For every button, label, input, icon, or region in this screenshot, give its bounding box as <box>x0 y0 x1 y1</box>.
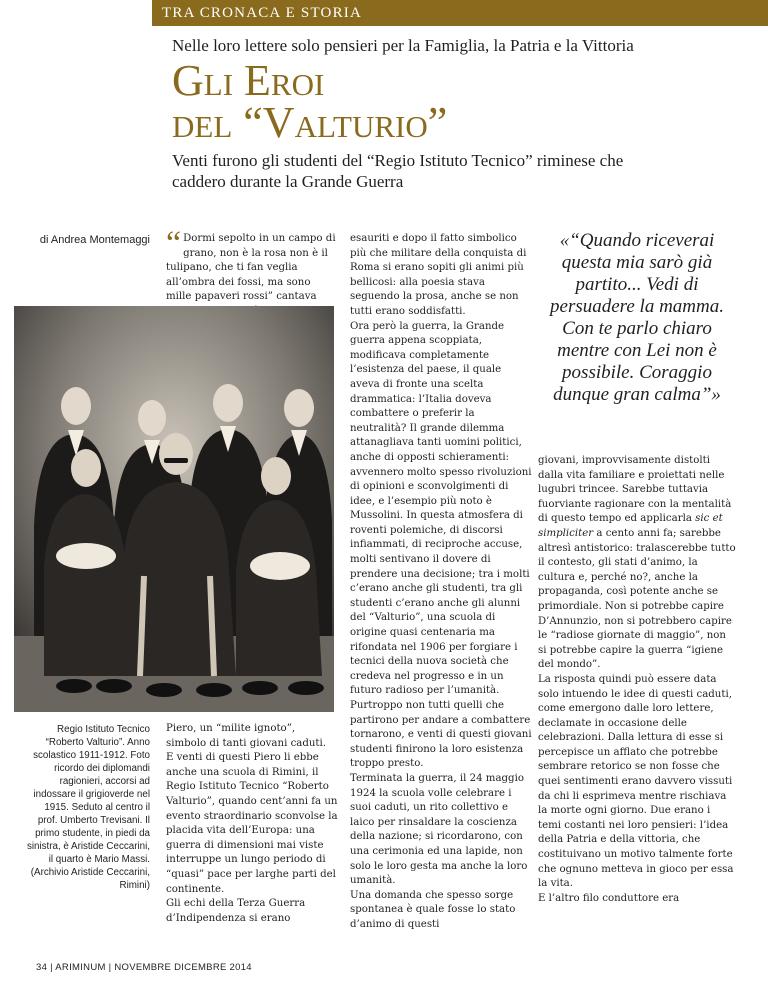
column-2-body <box>350 232 532 933</box>
photo-illustration <box>14 306 334 712</box>
paragraph: E l’altro filo conduttore era <box>538 892 680 904</box>
paragraph: Terminata la guerra, il 24 maggio 1924 la scuola volle celebrare i suoi caduti, un rito collettivo e laico per rinsaldare la coscienza della nazione; si ricordarono, con una cerimonia ed una lapide, non solo le loro gesta ma anche la loro umanità. <box>350 772 528 887</box>
paragraph: La risposta quindi può essere data solo intuendo le idee di questi caduti, come emergono dalle loro lettere, declamate in occasione delle celebrazioni. Dalla lettura di esse si percepisce un afflato che potrebbe sembrare retorico se non fosse che quei sentimenti erano davvero vissuti da chi li esprimeva mentre rischiava la morte ogni giorno. Due erano i temi costanti nei loro pensieri: l’idea della Patria e della vittoria, che costituivano un motivo talmente forte che ognuno metteva in gioco per essa la vita. <box>538 673 734 890</box>
column-1-body <box>166 722 338 926</box>
paragraph-text: giovani, improvvisamente distolti dalla vita familiare e proiettati nelle lugubri trincee. Sarebbe tuttavia fuorviante ragionare con la mentalità di questo tempo ed applicarla <box>538 455 732 525</box>
page-footer: 34 | ARIMINUM | NOVEMBRE DICEMBRE 2014 <box>36 962 252 973</box>
paragraph: E venti di questi Piero li ebbe anche una scuola di Rimini, il Regio Istituto Tecnico “Roberto Valturio”, quando cent’anni fa un evento straordinario sconvolse la placida vita dell’Europa: una guerra di dimensioni mai viste interruppe un lungo periodo di “quasi” pace per larghe parti del continente. <box>166 752 338 895</box>
paragraph: Una domanda che spesso sorge spontanea è quale fosse lo stato d’animo di questi <box>350 889 516 930</box>
photo-caption: Regio Istituto Tecnico “Roberto Valturio”. Anno scolastico 1911-1912. Foto ricordo dei diplomandi ragionieri, accorsi ad indossare il grigioverde nel 1915. Seduto al centro il prof. Umberto Trevisani. Il primo studente, in piedi da sinistra, è Aristide Ceccarini, il quarto è Mario Massi. (Archivio Aristide Ceccarini, Rimini) <box>26 724 150 891</box>
paragraph: Ora però la guerra, la Grande guerra appena scoppiata, modificava completamente l’esistenza del paese, il quale aveva di fronte una scelta drammatica: l’Italia doveva combattere o preferir la neutralità? Il grande dilemma attanagliava tanti uomini politici, anche di opposti schieramenti: avvennero molto spesso rivoluzioni di opinioni e sconvolgimenti di idee, e l’esempio più noto è Mussolini. In questa atmosfera di roventi polemiche, di discorsi infiammati, di reciproche accuse, molti sentivano il dovere di prendere una decisione; tra i molti c’erano anche gli studenti, tra gli studenti c’erano anche gli alunni del “Valturio”, una scuola di origine quasi centenaria ma rifondata nel 1906 per forgiare i tecnici della nuova società che credeva nel progresso e in un futuro radioso per l’umanità. Purtroppo non tutti quelli che partirono per andare a combattere tornarono, e venti di questi giovani studenti finirono la loro esistenza troppo presto. <box>350 320 532 770</box>
group-photo <box>14 306 334 712</box>
section-label: TRA CRONACA E STORIA <box>162 5 363 21</box>
column-3-body <box>538 454 736 906</box>
opening-quote-mark: “ <box>166 225 182 262</box>
kicker: Nelle loro lettere solo pensieri per la Famiglia, la Patria e la Vittoria <box>172 36 634 55</box>
paragraph: Gli echi della Terza Guerra d’Indipendenza si erano <box>166 898 306 924</box>
paragraph: Piero, un “milite ignoto”, simbolo di tanti giovani caduti. <box>166 723 327 749</box>
subtitle: Venti furono gli studenti del “Regio Istituto Tecnico” riminese che caddero durante la Grande Guerra <box>172 151 624 191</box>
latin-phrase: sic et simpliciter <box>538 513 723 539</box>
paragraph <box>538 454 736 673</box>
byline: di Andrea Montemaggi <box>39 234 150 246</box>
title-line-1: Gli Eroi <box>172 56 325 105</box>
title-line-2: del “Valturio” <box>172 98 448 147</box>
intro-text: Dormi sepolto in un campo di grano, non è la rosa non è il tulipano, che ti fan veglia all’ombra dei fossi, ma sono mille papaveri rossi” cantava <box>166 233 336 303</box>
paragraph-text: a cento anni fa; sarebbe altresì antistorico: tralascerebbe tutto il contesto, gli stati d’animo, la cultura e, perché no?, anche la propaganda, così potente anche se primordiale. Non si potrebbe capire D’Annunzio, non si potrebbero capire le “radiose giornate di maggio”, non si potrebbe capire la guerra “igiene del mondo”. <box>538 527 736 671</box>
pull-quote: «“Quando riceverai questa mia sarò già partito... Vedi di persuadere la mamma. Con te parlo chiaro mentre con Lei non è possibile. Coraggio dunque gran calma”» <box>550 230 724 405</box>
article-title <box>172 56 448 147</box>
paragraph: esauriti e dopo il fatto simbolico più che militare della conquista di Roma si erano sopiti gli animi più bellicosi: alla poesia stava seguendo la prosa, anche se non tutti erano soddisfatti. <box>350 233 527 317</box>
section-bar <box>152 0 768 26</box>
